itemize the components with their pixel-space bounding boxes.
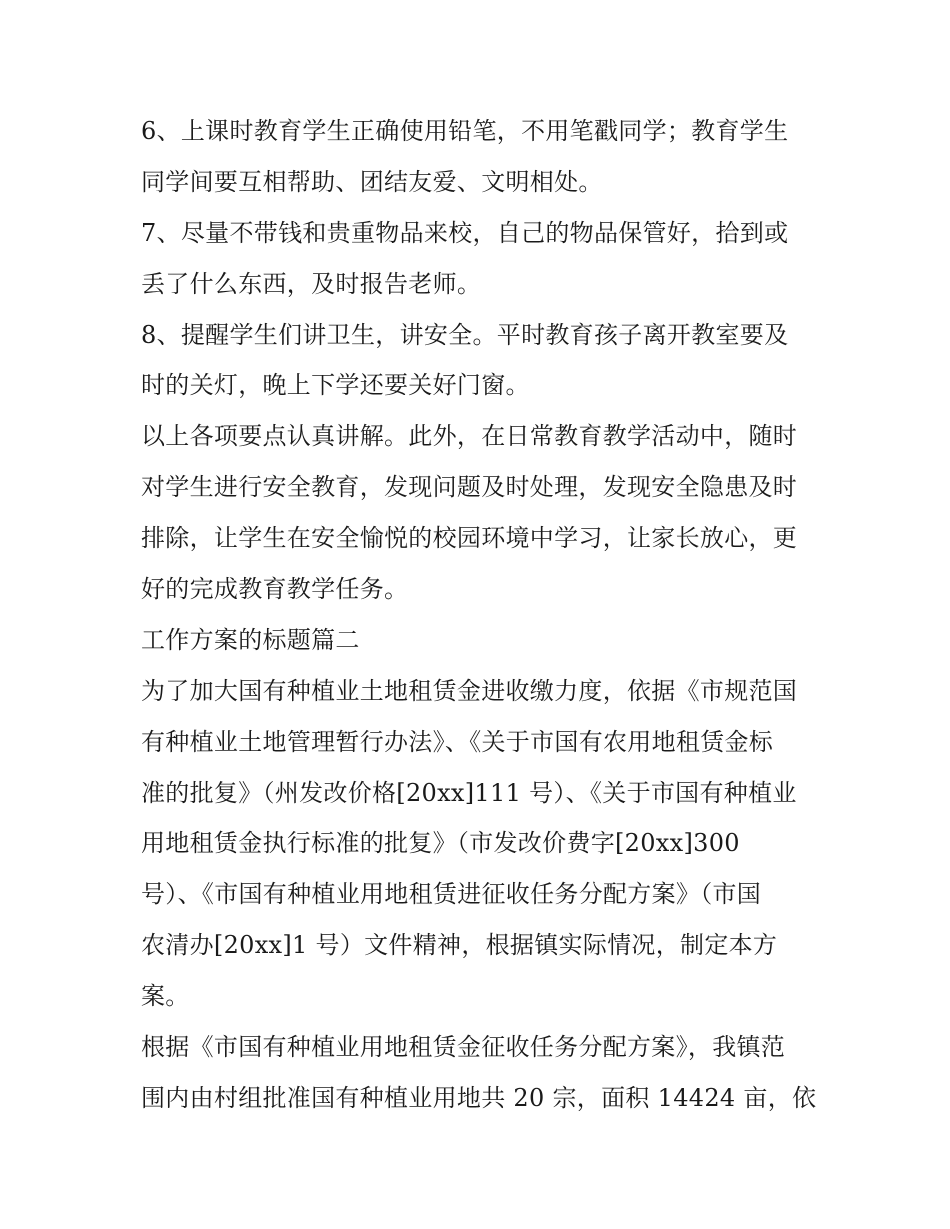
text-line: 有种植业土地管理暂行办法》、《关于市国有农用地租赁金标 [141, 727, 774, 756]
text-line: 根据《市国有种植业用地租赁金征收任务分配方案》，我镇范 [141, 1033, 786, 1062]
text-line: 7、尽量不带钱和贵重物品来校，自己的物品保管好，拾到或 [141, 218, 789, 247]
text-line: 6、上课时教育学生正确使用铅笔，不用笔戳同学；教育学生 [141, 117, 789, 145]
text-line: 农清办[20xx]1 号）文件精神，根据镇实际情况，制定本方 [141, 931, 778, 960]
text-line: 用地租赁金执行标准的批复》（市发改价费字[20xx]300 [141, 829, 740, 858]
text-line: 丢了什么东西，及时报告老师。 [141, 269, 482, 298]
text-line: 准的批复》（州发改价格[20xx]111 号）、《关于市国有种植业 [141, 778, 797, 807]
text-line: 同学间要互相帮助、团结友爱、文明相处。 [141, 167, 603, 196]
text-line: 8、提醒学生们讲卫生，讲安全。平时教育孩子离开教室要及 [141, 320, 789, 349]
text-line: 为了加大国有种植业土地租赁金进收缴力度，依据《市规范国 [141, 676, 798, 705]
text-line: 围内由村组批准国有种植业用地共 20 宗，面积 14424 亩，依 [141, 1083, 817, 1112]
text-line: 案。 [141, 982, 190, 1011]
document-body [141, 108, 821, 1126]
text-line: 以上各项要点认真讲解。此外，在日常教育教学活动中，随时 [141, 422, 798, 451]
text-line: 时的关灯，晚上下学还要关好门窗。 [141, 371, 530, 400]
text-line: 对学生进行安全教育，发现问题及时处理，发现安全隐患及时 [141, 473, 798, 502]
section-heading: 工作方案的标题篇二 [141, 625, 360, 654]
text-line: 好的完成教育教学任务。 [141, 575, 409, 604]
text-line: 号）、《市国有种植业用地租赁进征收任务分配方案》（市国 [141, 880, 762, 909]
text-line: 排除，让学生在安全愉悦的校园环境中学习，让家长放心，更 [141, 524, 798, 553]
